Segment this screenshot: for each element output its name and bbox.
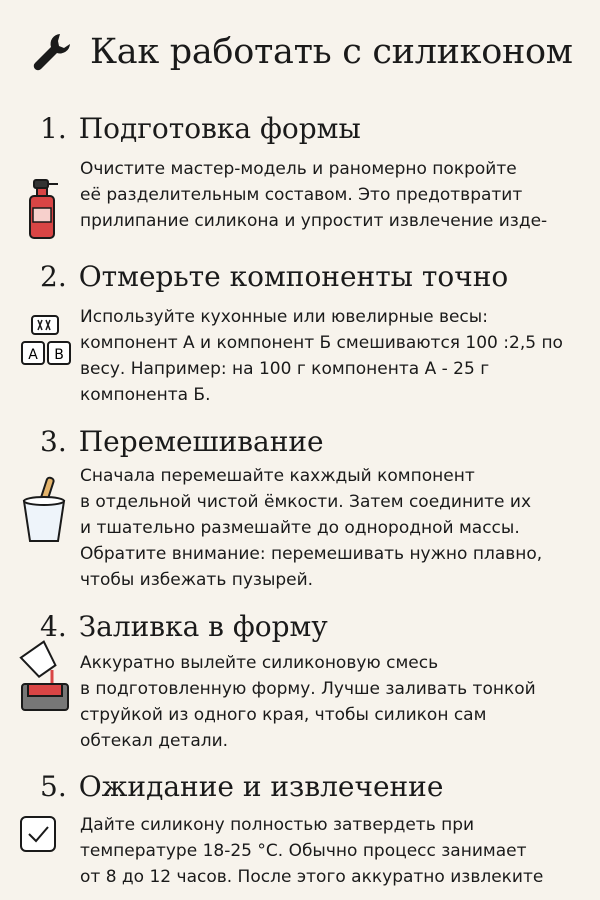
step-text: Аккуратно вылейте силиконовую смесь в подготовленную форму. Лучше заливать тонкой струйкой из одного края, чтобы силикон сам обтекал детали.	[80, 653, 536, 751]
ab-components-icon	[18, 312, 78, 372]
header	[30, 30, 573, 74]
step-text: Используйте кухонные или ювелирные весы: компонент А и компонент Б смешиваются 100 :2,5 по весу. Например: на 100 г компонента А - 25 г компонента Б.	[80, 307, 563, 405]
step-text: Очистите мастер-модель и раномерно покройте её разделительным составом. Это предотвратит прилипание силикона и упростит извлечение изде-	[80, 159, 548, 231]
step-text: Дайте силикону полностью затвердеть при температуре 18-25 °C. Обычно процесс занимает от 8 до 12 часов. После этого аккуратно извлеките	[80, 815, 544, 887]
svg-text:A: A	[28, 347, 38, 363]
spray-bottle-icon	[18, 178, 68, 242]
wrench-icon	[30, 30, 74, 74]
page-title: Как работать с силиконом	[90, 32, 573, 72]
step-heading: 3. Перемешивание	[40, 425, 324, 458]
step-heading: 4. Заливка в форму	[40, 610, 328, 643]
step-heading: 2. Отмерьте компоненты точно	[40, 260, 509, 293]
step-heading: 5. Ожидание и извлечение	[40, 770, 444, 803]
checkbox-icon	[18, 814, 58, 854]
mixing-cup-icon	[18, 475, 70, 545]
step-text: Сначала перемешайте кахждый компонент в отдельной чистой ёмкости. Затем соедините их и тшательно размешайте до однородной массы. Обратите внимание: перемешивать нужно плавно, чтобы избежать пузырей.	[80, 466, 543, 590]
step-heading: 1. Подготовка формы	[40, 112, 361, 145]
svg-text:B: B	[54, 347, 64, 363]
pouring-icon	[18, 640, 74, 714]
